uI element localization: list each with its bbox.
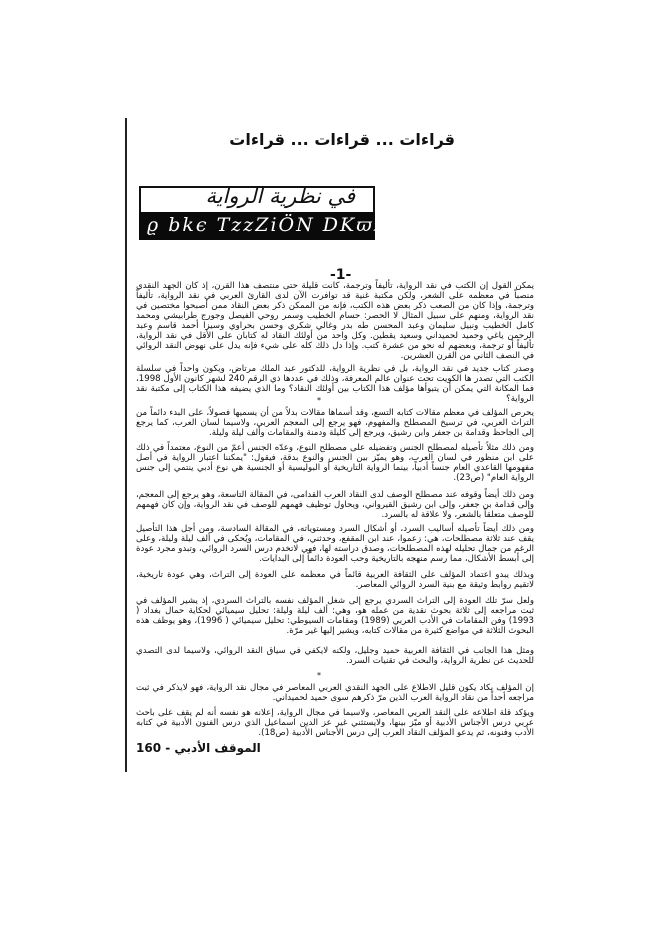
banner-latin-title: ϱ bkϵ TzzZiÖN DKϖz: [147, 214, 386, 236]
margin-rule: [125, 118, 127, 772]
paragraph-10: إن المؤلف يكاد يكون قليل الاطلاع على الجهد النقدي العربي المعاصر في مجال نقد الرواية، فهو لايذكر في ثبت مراجعه أحداً من نقاد الرواية العرب الذين مرّ ذكرهم سوى حميد لحميداني.: [136, 683, 534, 703]
separator-star: *: [317, 396, 321, 405]
paragraph-5: ومن ذلك أيضاً وقوفه عند مصطلح الوصف لدى النقاد العرب القدامى، في المقالة التاسعة، وهو يرجع إلى المعجم، وإلى قدامة بن جعفر، وإلى ابن رشيق القيرواني، ويحاول توظيف فهمهم للوصف في نقد الرواية، وإن كان فهمهم للوصف متعلقاً بالشعر، ولا علاقة له بالسرد.: [136, 490, 534, 520]
banner-bottom-box: [139, 212, 386, 240]
paragraph-7: وبذلك يبدو اعتماد المؤلف على الثقافة العربية قائماً في معظمه على العودة إلى التراث، وهي عودة تاريخية، لاتقيم روابط وثيقة مع بنية السرد الروائي المعاصر.: [136, 570, 534, 590]
paragraph-3: يحرص المؤلف في معظم مقالات كتابه التسع، وقد أسماها مقالات بدلاً من أن يسميها فصولاً، على البدء دائماً من التراث العربي، في ترسيخ المصطلح والمفهوم، فهو يرجع إلى المعجم العربي، ولاسيما لسان العرب، كما يرجع إلى الجاحظ وقدامة بن جعفر وابن رشيق، ويرجع إلى كليلة ودمنة والمقامات وألف ليلة وليلة.: [136, 408, 534, 438]
paragraph-11: ويؤكد قلة اطلاعه على النقد العربي المعاصر، ولاسيما في مجال الرواية، إعلانه هو نفسه أنه لم يقف على باحث عربي درس الأجناس الأدبية أو ميّز بينها، ولايستثني غير عز الدين اسماعيل الذي درس الفنون الأدبية في كتابه الأدب وفنونه، ثم يدعو المؤلف النقاد العرب إلى درس الأجناس الأدبية (ص18).: [136, 708, 534, 738]
paragraph-4: ومن ذلك مثلاً تأصيله لمصطلح الجنس وتفضيله على مصطلح النوع، وعدّه الجنس أعمّ من النوع، معتمداً في ذلك على ابن منظور في لسان العرب، وهو يميّز بين الجنس والنوع بدقة، فيقول: "يمكننا اعتبار الرواية في أصل مفهومها القاعدي العام جنساً أدبياً، بينما الرواية التاريخية أو البوليسية أو الجنسية هي نوع أدبي ينتمي إلى جنس الرواية العام" (ص23).: [136, 443, 534, 483]
article-title-banner: [139, 184, 386, 241]
paragraph-2: وصدر كتاب جديد في نقد الرواية، بل في نظرية الرواية، للدكتور عبد الملك مرتاض، ويكون واحداً في سلسلة الكتب التي تصدر ها الكويت تحت عنوان عالم المعرفة، وذلك في عددها ذي الرقم 240 لشهر كانون الأول 1998، فما المكانة التي يمكن أن يتبوأها مؤلف هذا الكتاب بين أولئك النقاد؟ وما الذي يضيفه هذا الكتاب إلى مكتبة نقد الرواية؟: [136, 364, 534, 404]
separator-star: *: [317, 671, 321, 680]
paragraph-1: يمكن القول إن الكتب في نقد الرواية، تأليفاً وترجمة، كانت قليلة حتى منتصف هذا القرن، إذ كان الجهد النقدي منصباً في معظمه على الشعر، ولكن مكتبة غنية قد توافرت الآن لدى القارئ العربي في نقد الرواية، تأليفاً وترجمة، وإذا كان من الصعب ذكر بعض هذه الكتب، فإنه من الممكن ذكر بعض النقاد ممن أصبحوا مختصين في نقد الرواية، ومنهم على سبيل المثال لا الحصر: حسام الخطيب وسمر روحي الفيصل وجورج طرابيشي ومحمد كامل الخطيب ونبيل سليمان وعبد المحسن طه بدر وغالي شكري وحسن بحراوي وسيزا أحمد قاسم وعبد الرحمن ياغي وحميد لحميداني وسعيد يقطين. وكل واحد من أولئك النقاد له كتابان على الأقل في نقد الرواية، تأليفاً أو ترجمة، وبعضهم له نحو من عشرة كتب. وإذا دل ذلك كله على شيء فإنه يدل على نهوض النقد الروائي في النصف الثاني من القرن العشرين.: [136, 281, 534, 361]
banner-arabic-title: في نظرية الرواية: [205, 184, 355, 208]
section-number: -1-: [330, 267, 352, 283]
page-header-title: قراءات ... قراءات ... قراءات: [229, 130, 455, 149]
paragraph-6: ومن ذلك أيضاً تأصيله أساليب السرد، أو أشكال السرد ومستوياته، في المقالة السادسة، ومن أجل هذا التأصيل يقف عند ثلاثة مصطلحات، هي: زعموا، عند ابن المقفع، وحدثني، في المقامات، ويُحكى في ألف ليلة وليلة، وعلى الرغم من جمال تحليله لهذه المصطلحات، وصدق دراسته لها، فهي لاتخدم درس السرد الروائي، وتبدو مجرد عودة إلى أبسط الأشكال، مما رسم منهجه بالتاريخية وحب العودة دائماً إلى البدايات.: [136, 524, 534, 564]
paragraph-9: ومثل هذا الجانب في الثقافة العربية حميد وجليل، ولكنه لايكفي في سياق النقد الروائي، ولاسيما لدى التصدي للحديث عن نظرية الرواية، والبحث في تقنيات السرد.: [136, 646, 534, 666]
page-footer: الموقف الأدبي - 160: [136, 741, 261, 755]
banner-top-box: [139, 186, 375, 214]
paragraph-8: ولعل سرّ تلك العودة إلى التراث السردي يرجع إلى شغل المؤلف نفسه بالتراث السردي، إذ يشير المؤلف في ثبت مراجعه إلى ثلاثة بحوث نقدية من عمله هو، وهي: ألف ليلة وليلة: تحليل سيميائي لحكاية حمال بغداد ( 1993) وفن المقامات في الأدب العربي (1989) ومقامات السيوطي: تحليل سيميائي ( 1996)، وهو يوظف هذه البحوث الثلاثة في مواضع كثيرة من مقالات كتابه، ويشير إليها غير مرّة.: [136, 596, 534, 636]
